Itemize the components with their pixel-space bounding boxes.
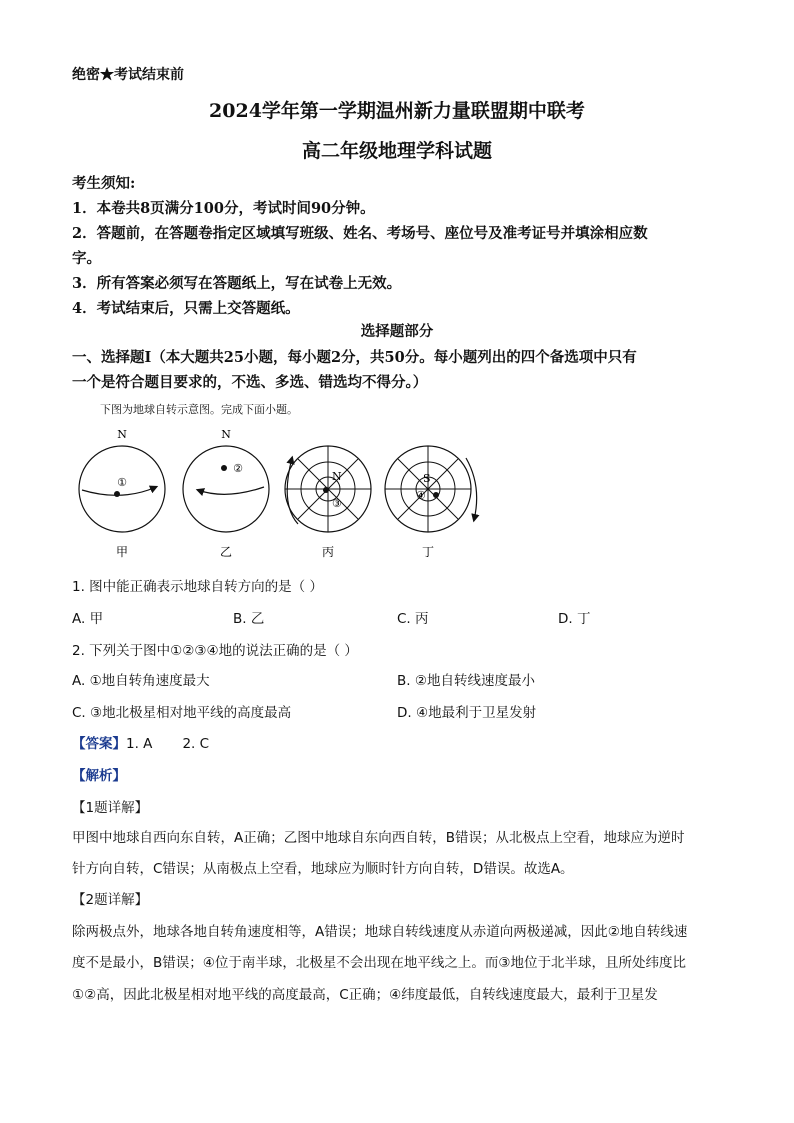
q1-analysis-tag: 【1题详解】 xyxy=(72,800,149,816)
notice-item: 字。 xyxy=(72,250,101,267)
q1-analysis-line: 甲图中地球自西向东自转，A正确；乙图中地球自东向西自转，B错误；从北极点上空看，地球应为逆时 xyxy=(72,830,685,846)
question-2-option-d: D. ④地最利于卫星发射 xyxy=(397,705,537,721)
figure-caption: 下图为地球自转示意图。完成下面小题。 xyxy=(100,403,298,416)
answer-value: 1. A 2. C xyxy=(126,736,210,752)
globe-ding xyxy=(385,446,477,532)
question-2-option-b: B. ②地自转线速度最小 xyxy=(397,673,535,689)
question-1-option-a: A. 甲 xyxy=(72,611,104,627)
analysis-tag: 【解析】 xyxy=(72,768,126,784)
part-instructions: 一个是符合题目要求的，不选、多选、错选均不得分。） xyxy=(72,374,428,391)
q1-analysis-line: 针方向自转，C错误；从南极点上空看，地球应为顺时针方向自转，D错误。故选A。 xyxy=(72,861,574,877)
q2-analysis-line: 度不是最小，B错误；④位于南半球，北极星不会出现在地平线之上。而③地位于北半球，且所处纬度比 xyxy=(72,955,686,971)
q2-analysis-tag: 【2题详解】 xyxy=(72,892,149,908)
notice-item: 2．答题前，在答题卷指定区域填写班级、姓名、考场号、座位号及准考证号并填涂相应数 xyxy=(72,225,648,242)
notice-item: 4．考试结束后，只需上交答题纸。 xyxy=(72,300,300,317)
rotation-figure xyxy=(70,424,510,564)
pole-label: S xyxy=(423,472,431,485)
confidential-mark: 绝密★考试结束前 xyxy=(72,67,184,83)
notice-item: 3．所有答案必须写在答题纸上，写在试卷上无效。 xyxy=(72,275,402,292)
q2-analysis-line: 除两极点外，地球各地自转角速度相等，A错误；地球自转线速度从赤道向两极递减，因此②地自转线速 xyxy=(72,924,688,940)
exam-subtitle: 高二年级地理学科试题 xyxy=(301,140,492,162)
notice-item: 1．本卷共8页满分100分，考试时间90分钟。 xyxy=(72,200,375,217)
pole-label: N xyxy=(332,470,342,483)
globe-label: 丁 xyxy=(421,545,435,559)
answer-line xyxy=(72,732,209,752)
part-instructions: 一、选择题Ⅰ（本大题共25小题，每小题2分，共50分。每小题列出的四个备选项中只有 xyxy=(72,349,637,366)
globe-label: 甲 xyxy=(115,545,129,559)
question-1-option-c: C. 丙 xyxy=(397,611,429,627)
location-marker: ③ xyxy=(332,497,342,510)
question-2-option-a: A. ①地自转角速度最大 xyxy=(72,673,210,689)
pole-label: N xyxy=(117,428,127,441)
question-2-option-c: C. ③地北极星相对地平线的高度最高 xyxy=(72,705,292,721)
globe-label: 丙 xyxy=(321,545,335,559)
pole-label: N xyxy=(221,428,231,441)
notice-heading: 考生须知: xyxy=(72,175,136,192)
location-marker: ② xyxy=(233,462,243,475)
globe-jia xyxy=(79,428,165,532)
question-2-stem: 2. 下列关于图中①②③④地的说法正确的是（ ） xyxy=(72,643,358,659)
question-1-option-b: B. 乙 xyxy=(233,611,265,627)
globe-yi xyxy=(183,428,269,532)
q2-analysis-line: ①②高，因此北极星相对地平线的高度最高，C正确；④纬度最低，自转线速度最大，最利于卫星发 xyxy=(72,987,658,1003)
question-1-option-d: D. 丁 xyxy=(558,611,591,627)
globe-label: 乙 xyxy=(219,545,233,559)
answer-tag: 【答案】 xyxy=(72,736,126,752)
globe-bing xyxy=(285,446,371,532)
location-marker: ① xyxy=(117,476,127,489)
section-title: 选择题部分 xyxy=(360,323,434,340)
exam-title: 2024学年第一学期温州新力量联盟期中联考 xyxy=(209,100,585,122)
location-marker: ④ xyxy=(416,489,426,502)
question-1-stem: 1. 图中能正确表示地球自转方向的是（ ） xyxy=(72,579,323,595)
